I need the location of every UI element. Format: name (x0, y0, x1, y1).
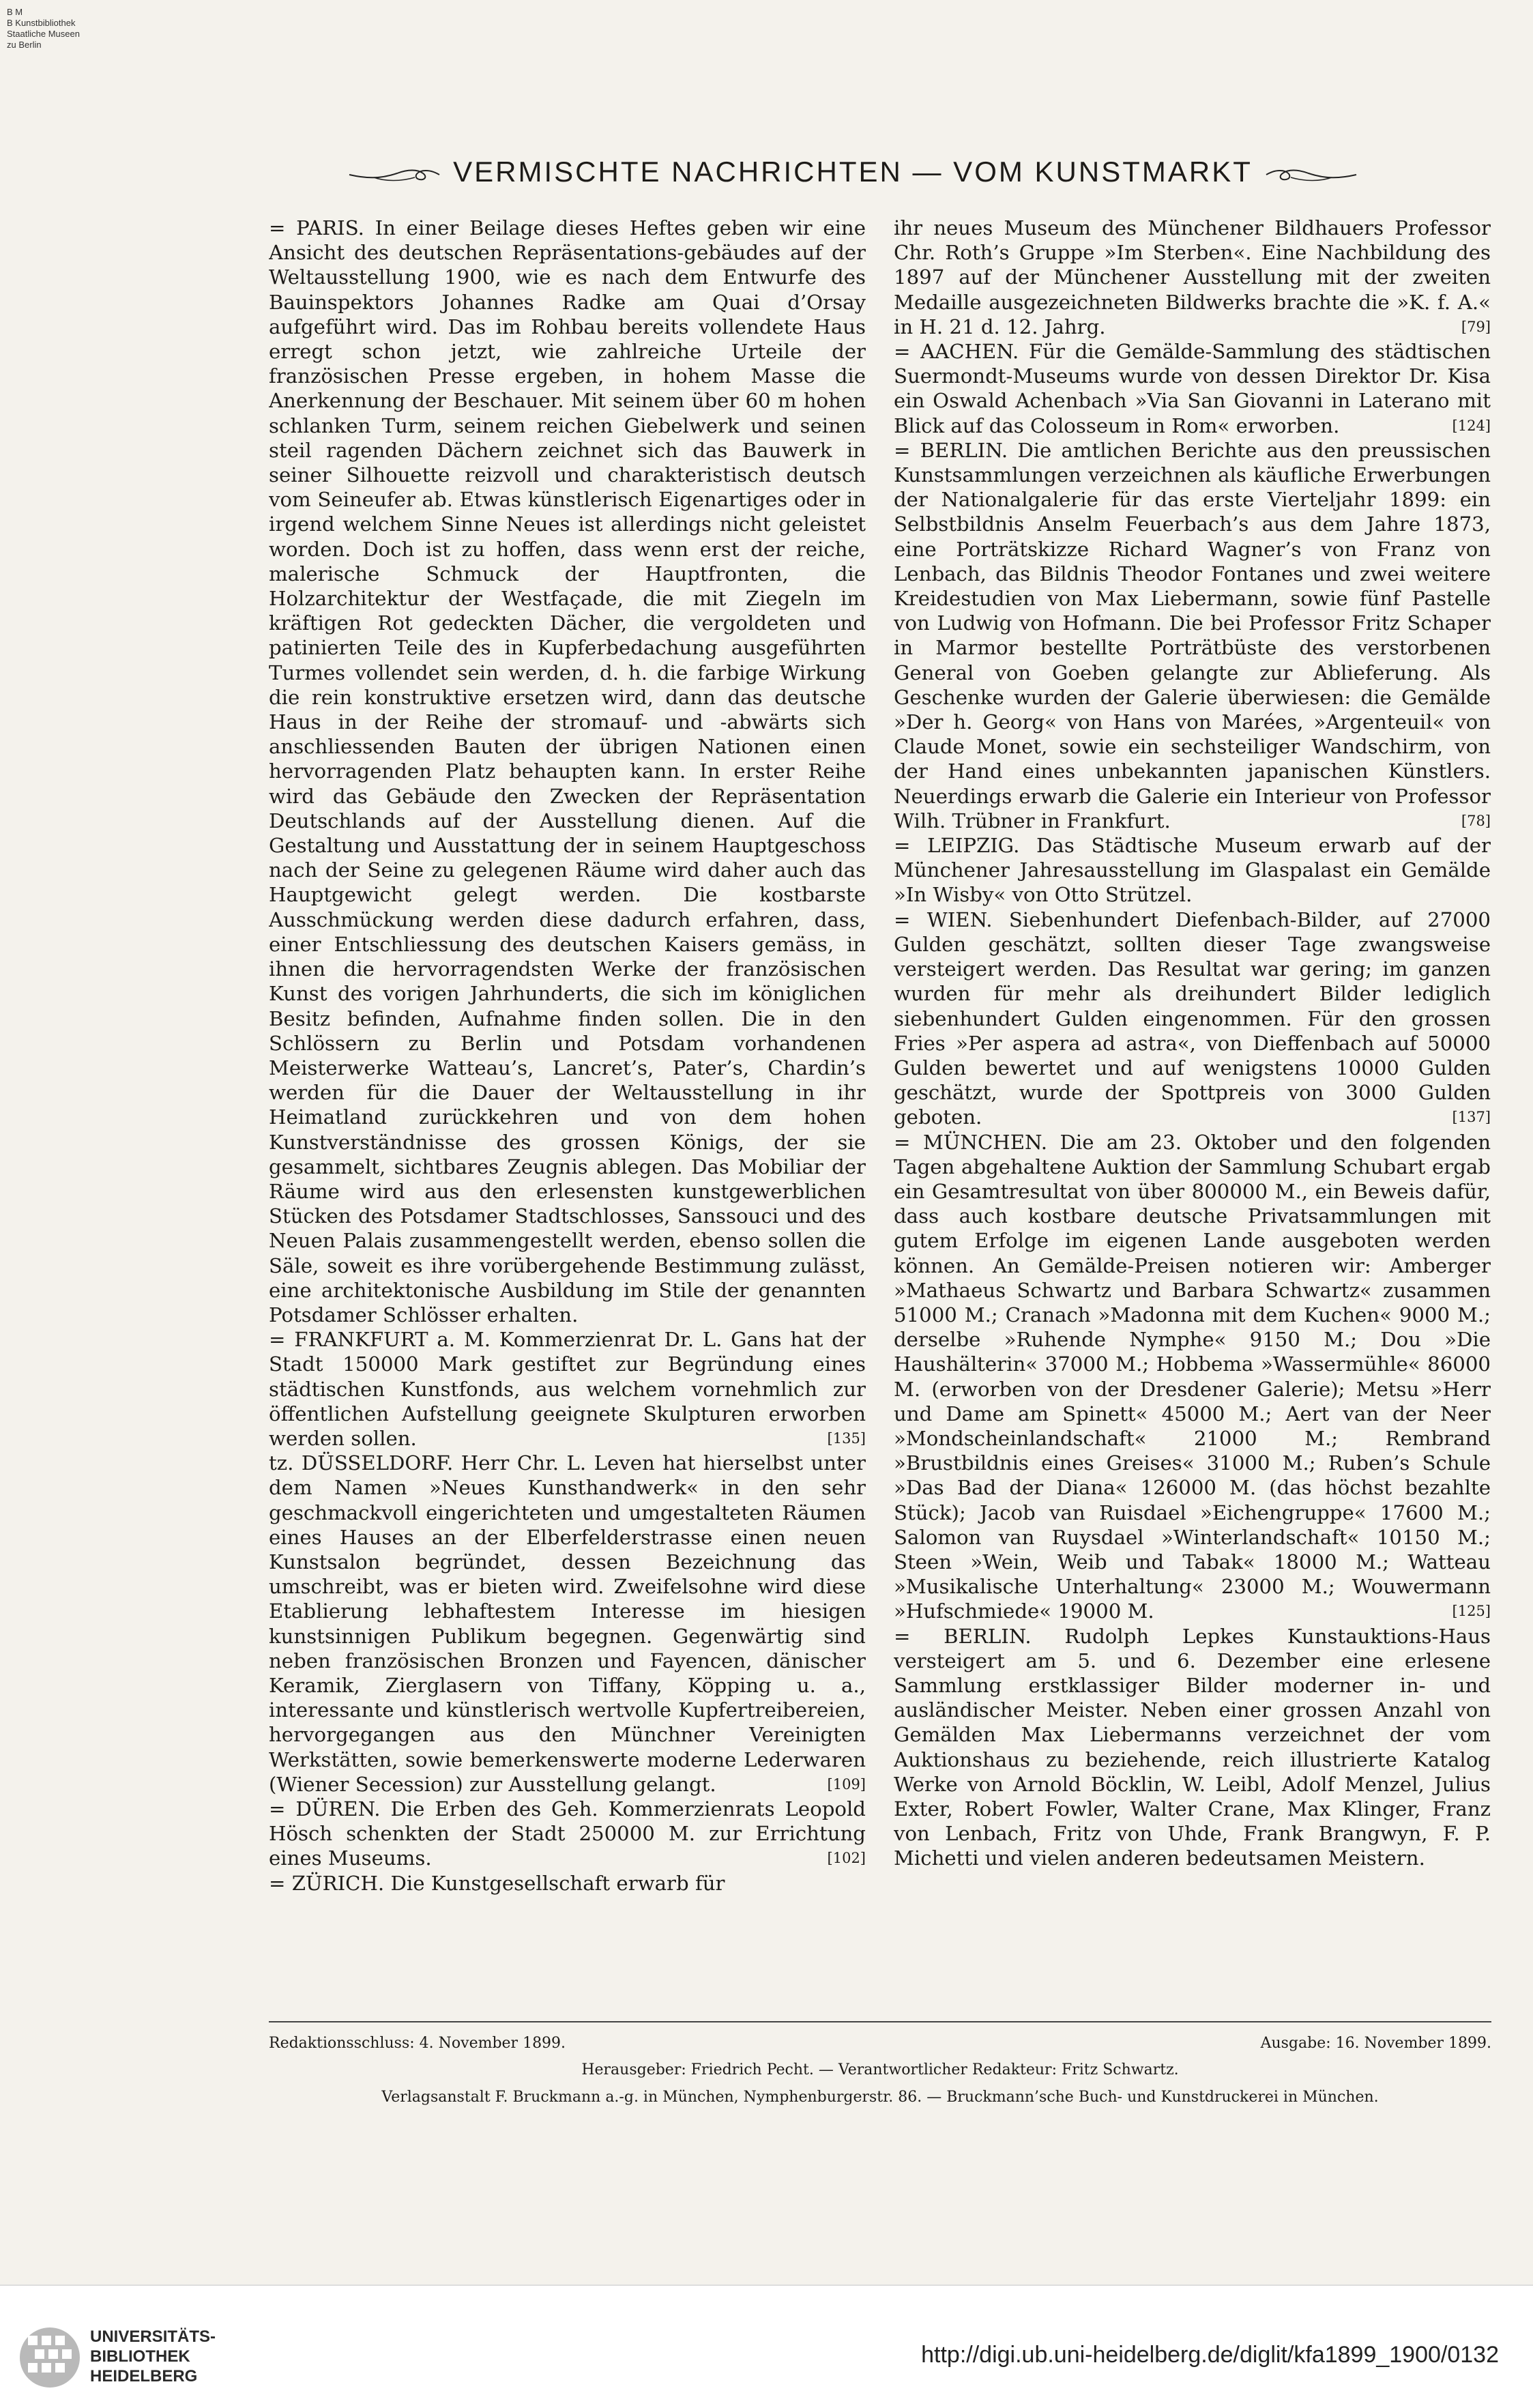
article-text: = BERLIN. Die amtlichen Berichte aus den preussischen Kunstsammlungen verzeichnen als käufliche Erwerbungen der Nationalgalerie für das erste Vierteljahr 1899: ein Selbstbildnis Anselm Feuerbach’s aus dem Jahre 1873, eine Porträtskizze Richard Wagner’s von Franz von Lenbach, das Bildnis Theodor Fontanes und zwei weitere Kreidestudien von Max Liebermann, sowie fünf Pastelle von Ludwig von Hofmann. Die bei Professor Fritz Schaper in Marmor bestellte Porträtbüste des verstorbenen General von Goeben gelangte zur Ablieferung. Als Geschenke wurden der Galerie überwiesen: die Gemälde »Der h. Georg« von Hans von Marées, »Argenteuil« von Claude Monet, sowie ein sechsteiliger Wandschirm, von der Hand eines unbekannten japanischen Künstlers. Neuerdings erwarb die Galerie ein Interieur von Professor Wilh. Trübner in Frankfurt. (894, 438, 1491, 832)
article-paris (269, 216, 866, 1327)
footer-publisher: Verlagsanstalt F. Bruckmann a.-g. in München, Nymphenburgerstr. 86. — Bruckmann’sche Buch- und Kunstdruckerei in München. (381, 2089, 1379, 2106)
article-duesseldorf (269, 1451, 866, 1797)
stamp-line: B M (7, 7, 23, 17)
article-text: tz. DÜSSELDORF. Herr Chr. L. Leven hat hierselbst unter dem Namen »Neues Kunsthandwerk« in den sehr geschmackvoll eingerichteten und umgestalteten Räumen eines Hauses an der Elberfelderstrasse einen neuen Kunstsalon begründet, dessen Bezeichnung das umschreibt, was er bieten wird. Zweifelsohne wird diese Etablierung lebhaftestem Interesse im hiesigen kunstsinnigen Publikum begegnen. Gegenwärtig sind neben französischen Bronzen und Fayencen, dänischer Keramik, Zierglasern von Tiffany, Köpping u. a., interessante und künstlerisch wertvolle Kupfertreibereien, hervorgegangen aus den Münchner Vereinigten Werkstätten, sowie bemerkenswerte moderne Lederwaren (Wiener Secession) zur Ausstellung gelangt. (269, 1451, 866, 1796)
right-ornament-icon (1264, 158, 1359, 186)
stamp-line: Staatliche Museen (7, 29, 80, 39)
article-aachen (894, 339, 1491, 438)
page-header (259, 151, 1446, 192)
article-dueren (269, 1797, 866, 1871)
library-name-line: UNIVERSITÄTS- (90, 2327, 216, 2346)
article-text: = WIEN. Siebenhundert Diefenbach-Bilder, auf 27000 Gulden geschätzt, sollten dieser Tage zwangsweise versteigert werden. Das Resultat war gering; im ganzen wurden für mehr als dreihundert Bilder lediglich siebenhundert Gulden eingenommen. Für den grossen Fries »Per aspera ad astra«, von Dieffenbach auf 50000 Gulden bewertet und auf wenigstens 10000 Gulden geschätzt, wurde der Spottpreis von 3000 Gulden geboten. (894, 908, 1491, 1129)
library-name (90, 2327, 216, 2386)
article-text: = ZÜRICH. Die Kunstgesellschaft erwarb für (269, 1871, 725, 1895)
stamp-line: zu Berlin (7, 40, 42, 50)
library-stamp (7, 7, 123, 50)
university-seal-icon (18, 2325, 83, 2390)
article-text: = BERLIN. Rudolph Lepkes Kunstauktions-Haus versteigert am 5. und 6. Dezember eine erlesene Sammlung erstklassiger Bilder moderner in- und ausländischer Meister. Neben einer grossen Anzahl von Gemälden Max Liebermanns verzeichnet der vom Auktionshaus zu beziehende, reich illustrierte Katalog Werke von Arnold Böcklin, W. Leibl, Adolf Menzel, Julius Exter, Robert Fowler, Walter Crane, Max Klinger, Franz von Lenbach, Fritz von Uhde, Frank Brangwyn, F. P. Michetti und vielen anderen bedeutsamen Meistern. (894, 1624, 1491, 1870)
reference-number: [102] (827, 1850, 866, 1867)
left-ornament-icon (347, 158, 442, 186)
page-title: VERMISCHTE NACHRICHTEN — VOM KUNSTMARKT (453, 156, 1253, 188)
permalink-url[interactable]: http://digi.ub.uni-heidelberg.de/diglit/kfa1899_1900/0132 (921, 2342, 1499, 2368)
right-column (894, 216, 1491, 2010)
issue-date: Ausgabe: 16. November 1899. (1260, 2035, 1491, 2052)
article-muenchen (894, 1130, 1491, 1624)
article-zuerich-cont (894, 216, 1491, 339)
reference-number: [109] (827, 1775, 866, 1793)
reference-number: [125] (1452, 1603, 1491, 1620)
reference-number: [78] (1461, 812, 1491, 829)
article-berlin-nationalgalerie (894, 438, 1491, 833)
stamp-line: B Kunstbibliothek (7, 18, 76, 28)
reference-number: [79] (1461, 318, 1491, 335)
editorial-deadline: Redaktionsschluss: 4. November 1899. (269, 2035, 566, 2052)
footer-divider (269, 2021, 1491, 2022)
library-name-line: HEIDELBERG (90, 2367, 198, 2385)
article-zuerich (269, 1871, 866, 1896)
reference-number: [124] (1452, 417, 1491, 434)
article-text: = FRANKFURT a. M. Kommerzienrat Dr. L. Gans hat der Stadt 150000 Mark gestiftet zur Begründung eines städtischen Kunstfonds, aus welchem vornehmlich zur öffentlichen Aufstellung geeignete Skulpturen erworben werden sollen. (269, 1328, 866, 1450)
article-text: = AACHEN. Für die Gemälde-Sammlung des städtischen Suermondt-Museums wurde von dessen Direktor Dr. Kisa ein Oswald Achenbach »Via San Giovanni in Laterano mit Blick auf das Colosseum in Rom« erworben. (894, 340, 1491, 437)
footer-editors: Herausgeber: Friedrich Pecht. — Verantwortlicher Redakteur: Fritz Schwartz. (581, 2061, 1179, 2078)
article-text: = DÜREN. Die Erben des Geh. Kommerzienrats Leopold Hösch schenkten der Stadt 250000 M. zur Errichtung eines Museums. (269, 1797, 866, 1870)
article-text: = MÜNCHEN. Die am 23. Oktober und den folgenden Tagen abgehaltene Auktion der Sammlung Schubart ergab ein Gesamtresultat von über 800000 M., ein Beweis dafür, dass auch kostbare deutsche Privatsammlungen mit gutem Erfolge im eigenen Lande ausgeboten werden können. An Gemälde-Preisen notieren wir: Amberger »Mathaeus Schwartz und Barbara Schwartz« zusammen 51000 M.; Cranach »Madonna mit dem Kuchen« 9000 M.; derselbe »Ruhende Nymphe« 9150 M.; Dou »Die Haushälterin« 37000 M.; Hobbema »Wassermühle« 86000 M. (erworben von der Dresdener Galerie); Metsu »Herr und Dame am Spinett« 45000 M.; Aert van der Neer »Mondscheinlandschaft« 21000 M.; Rembrand »Brustbildnis eines Greises« 31000 M.; Ruben’s Schule »Das Bad der Diana« 126000 M. (das höchst bezahlte Stück); Jacob van Ruisdael »Eichengruppe« 17600 M.; Salomon van Ruysdael »Winterlandschaft« 10150 M.; Steen »Wein, Weib und Tabak« 18000 M.; Watteau »Musikalische Unterhaltung« 23000 M.; Wouwermann »Hufschmiede« 19000 M. (894, 1130, 1491, 1623)
reference-number: [135] (827, 1430, 866, 1447)
article-text: ihr neues Museum des Münchener Bildhauers Professor Chr. Roth’s Gruppe »Im Sterben«. Eine Nachbildung des 1897 auf der Münchener Ausstellung mit der zweiten Medaille ausgezeichneten Bildwerks brachte die »K. f. A.« in H. 21 d. 12. Jahrg. (894, 216, 1491, 338)
article-text: = LEIPZIG. Das Städtische Museum erwarb auf der Münchener Jahresausstellung im Glaspalast ein Gemälde »In Wisby« von Otto Strützel. (894, 834, 1491, 907)
footer-dates (269, 2029, 1491, 2057)
article-berlin-lepke (894, 1624, 1491, 1871)
digitization-bar (0, 2284, 1533, 2408)
article-frankfurt (269, 1327, 866, 1451)
article-leipzig (894, 833, 1491, 908)
article-wien (894, 908, 1491, 1130)
article-text: = PARIS. In einer Beilage dieses Heftes geben wir eine Ansicht des deutschen Repräsentations-gebäudes auf der Weltausstellung 1900, wie es nach dem Entwurfe des Bauinspektors Johannes Radke am Quai d’Orsay aufgeführt wird. Das im Rohbau bereits vollendete Haus erregt schon jetzt, wie zahlreiche Urteile der französischen Presse ergeben, in hohem Masse die Anerkennung der Beschauer. Mit seinem über 60 m hohen schlanken Turm, seinem reichen Giebelwerk und seinen steil ragenden Dächern zeichnet sich das Bauwerk in seiner Silhouette reizvoll und charakteristisch deutsch vom Seineufer ab. Etwas künstlerisch Eigenartiges oder in irgend welchem Sinne Neues ist allerdings nicht geleistet worden. Doch ist zu hoffen, dass wenn erst der reiche, malerische Schmuck der Hauptfronten, die Holzarchitektur der Westfaçade, die mit Ziegeln im kräftigen Rot gedeckten Dächer, die vergoldeten und patinierten Teile des in Kupferbedachung ausgeführten Turmes vollendet sein werden, d. h. die farbige Wirkung die rein konstruktive ersetzen wird, dann das deutsche Haus in der Reihe der stromauf- und -abwärts sich anschliessenden Bauten der übrigen Nationen einen hervorragenden Platz behaupten kann. In erster Reihe wird das Gebäude den Zwecken der Repräsentation Deutschlands auf der Ausstellung dienen. Auf die Gestaltung und Ausstattung der in seinem Hauptgeschoss nach der Seine zu gelegenen Räume wird daher auch das Hauptgewicht gelegt werden. Die kostbarste Ausschmückung werden diese dadurch erfahren, dass, einer Entschliessung des deutschen Kaisers gemäss, in ihnen die hervorragendsten Werke der französischen Kunst des vorigen Jahrhunderts, die sich im königlichen Besitz befinden, Aufnahme finden sollen. Die in den Schlössern zu Berlin und Potsdam vorhandenen Meisterwerke Watteau’s, Lancret’s, Pater’s, Chardin’s werden für die Dauer der Weltausstellung in ihr Heimatland zurückkehren und von dem hohen Kunstverständnisse des grossen Königs, der sie gesammelt, sichtbares Zeugnis ablegen. Das Mobiliar der Räume wird aus den erlesensten kunstgewerblichen Stücken des Potsdamer Stadtschlosses, Sanssouci und des Neuen Palais zusammengestellt werden, ebenso sollen die Säle, soweit es ihre vorübergehende Bestimmung zulässt, eine architektonische Ausbildung im Stile der genannten Potsdamer Schlösser erhalten. (269, 216, 866, 1326)
reference-number: [137] (1452, 1109, 1491, 1126)
left-column (269, 216, 866, 2010)
library-name-line: BIBLIOTHEK (90, 2347, 190, 2366)
